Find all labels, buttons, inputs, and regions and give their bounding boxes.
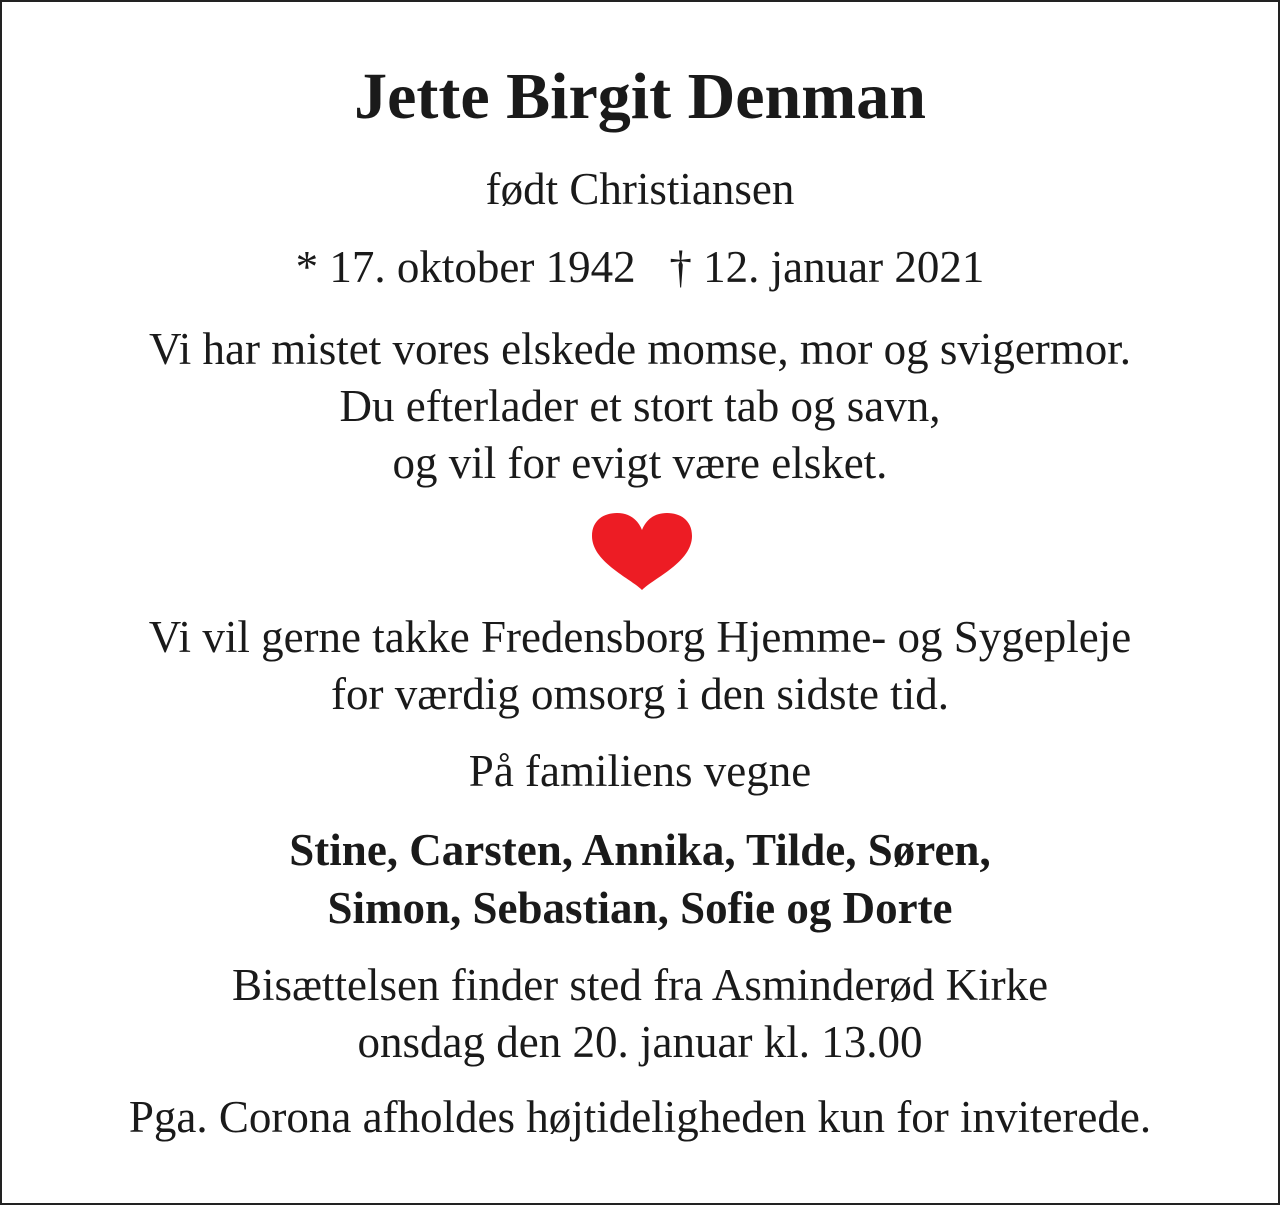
heart-icon xyxy=(590,512,694,592)
message-line: Du efterlader et stort tab og savn, xyxy=(339,381,941,431)
funeral-info: Bisættelsen finder sted fra Asminderød Kirke xyxy=(231,960,1049,1010)
on-behalf: På familiens vegne xyxy=(468,746,812,796)
corona-notice: Pga. Corona afholdes højtideligheden kun for inviterede. xyxy=(128,1092,1152,1142)
message-line: og vil for evigt være elsket. xyxy=(392,438,888,488)
message-line: Vi har mistet vores elskede momse, mor og svigermor. xyxy=(148,324,1132,374)
funeral-info: onsdag den 20. januar kl. 13.00 xyxy=(357,1017,923,1067)
dates: * 17. oktober 1942 † 12. januar 2021 xyxy=(295,242,985,292)
family-names: Stine, Carsten, Annika, Tilde, Søren, xyxy=(289,825,991,875)
born-name: født Christiansen xyxy=(485,164,795,214)
family-names: Simon, Sebastian, Sofie og Dorte xyxy=(327,883,953,933)
deceased-name: Jette Birgit Denman xyxy=(354,60,926,133)
thanks-line: Vi vil gerne takke Fredensborg Hjemme- og Sygepleje xyxy=(148,612,1132,662)
thanks-line: for værdig omsorg i den sidste tid. xyxy=(331,669,949,719)
